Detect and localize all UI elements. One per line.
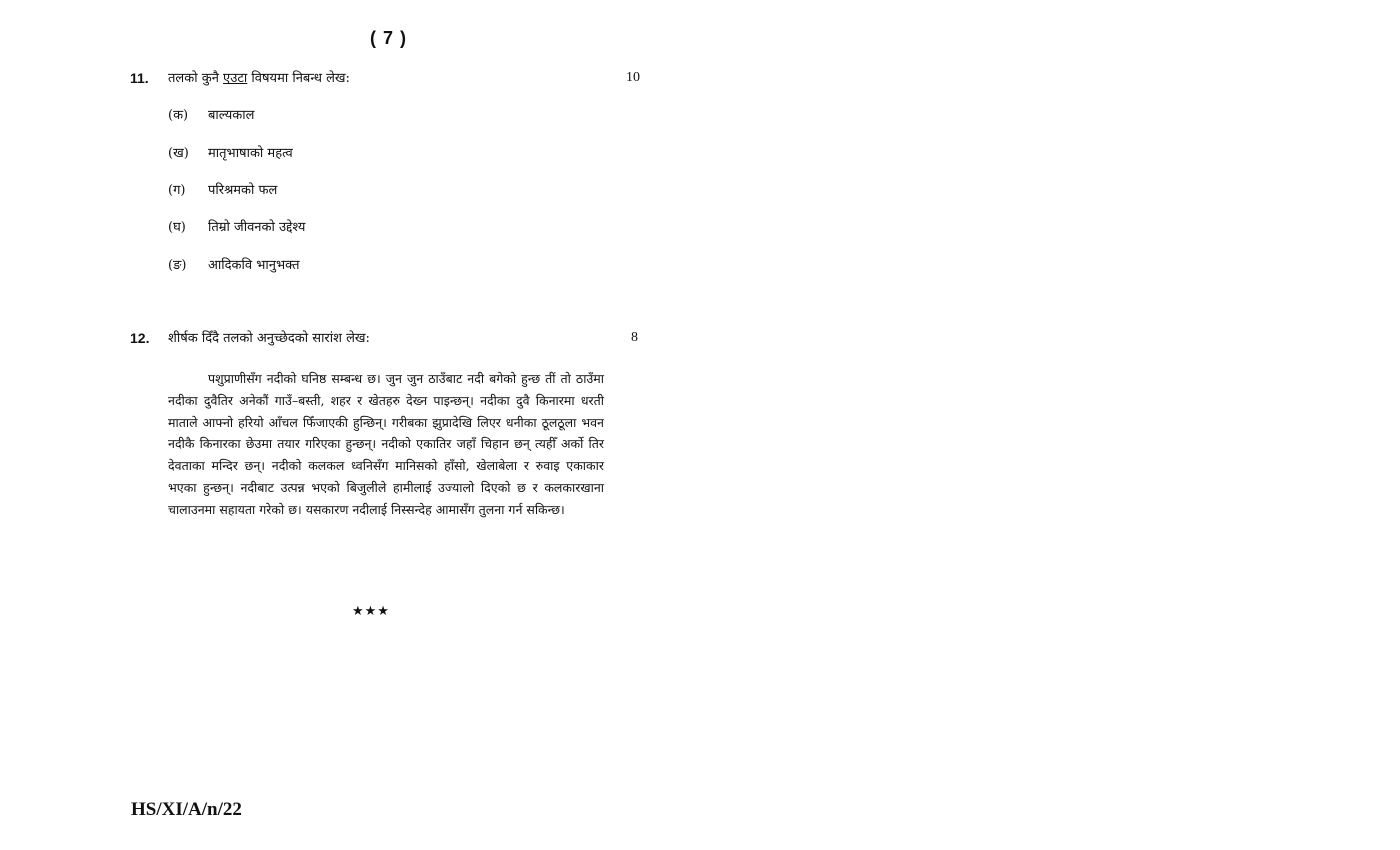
instruction-underlined-word: एउटा [223, 71, 248, 86]
option-label: (क) [168, 108, 189, 123]
essay-option [168, 182, 277, 200]
option-text: तिम्रो जीवनको उद्देश्य [208, 220, 306, 235]
paper-code: HS/XI/A/n/22 [131, 799, 242, 820]
instruction-text: तलको कुनै [168, 71, 224, 86]
page-number: ( 7 ) [370, 28, 408, 48]
question-12-number: 12. [130, 330, 150, 346]
essay-option [168, 219, 305, 237]
option-label: (घ) [168, 220, 186, 235]
question-12-instruction: शीर्षक दिँदै तलको अनुच्छेदको सारांश लेख: [168, 331, 370, 346]
option-label: (ख) [168, 146, 189, 161]
summary-passage: पशुप्राणीसँग नदीको घनिष्ठ सम्बन्ध छ। जुन जुन ठाउँबाट नदी बगेको हुन्छ तीं तो ठाउँमा नदीका दुवैतिर अनेकौं गाउँ–बस्ती, शहर र खेतहरु देख्न पाइन्छन्। नदीका दुवै किनारमा धरती माताले आफ्नो हरियो आँचल फिँजाएकी हुन्छिन्। गरीबका झुप्रादेखि लिएर धनीका ठूलठूला भवन नदीकै किनारका छेउमा तयार गरिएका हुन्छन्। नदीको एकातिर जहाँ चिहान छन् त्यहीँ अर्को तिर देवताका मन्दिर छन्। नदीको कलकल ध्वनिसँग मानिसको हाँसो, खेलाबेला र रुवाइ एकाकार भएका हुन्छन्। नदीबाट उत्पन्न भएको बिजुलीले हामीलाई उज्यालो दिएको छ र कलकारखाना चालाउनमा सहायता गरेको छ। यसकारण नदीलाई निस्सन्देह आमासँग तुलना गर्न सकिन्छ। [168, 371, 604, 517]
question-12-marks: 8 [631, 330, 638, 345]
option-label: (ग) [168, 183, 186, 198]
end-of-paper-stars: ★★★ [352, 604, 390, 619]
instruction-text: विषयमा निबन्ध लेख: [247, 71, 350, 86]
question-11-number: 11. [130, 70, 149, 86]
question-11-marks: 10 [626, 70, 640, 85]
essay-option [168, 145, 293, 163]
option-text: बाल्यकाल [208, 108, 255, 123]
essay-option [168, 257, 300, 275]
option-text: आदिकवि भानुभक्त [208, 258, 300, 273]
option-text: परिश्रमको फल [208, 183, 278, 198]
essay-option [168, 107, 254, 125]
option-label: (ङ) [168, 258, 187, 273]
question-11-instruction [168, 70, 350, 88]
option-text: मातृभाषाको महत्व [208, 146, 293, 161]
